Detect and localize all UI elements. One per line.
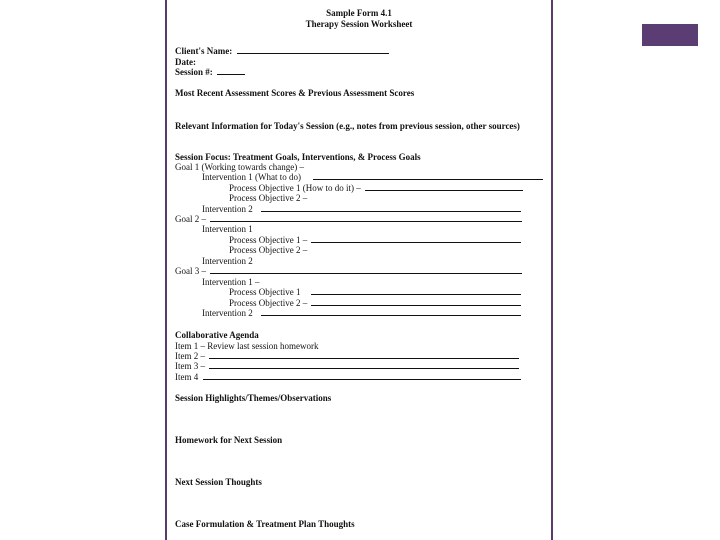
section-session-focus: Session Focus: Treatment Goals, Interventions, & Process Goals <box>175 152 421 162</box>
session-number-field[interactable] <box>217 67 245 75</box>
goal-2-process-1: Process Objective 1 – <box>229 235 308 245</box>
goal-2-intervention-2: Intervention 2 <box>202 256 253 266</box>
agenda-item-3-field[interactable] <box>209 361 519 369</box>
section-next-thoughts: Next Session Thoughts <box>175 477 262 487</box>
goal-1-process-1-field[interactable] <box>365 183 523 191</box>
goal-1-intervention-2: Intervention 2 <box>202 204 253 214</box>
goal-1-process-2: Process Objective 2 – <box>229 193 308 203</box>
goal-2: Goal 2 – <box>175 214 206 224</box>
goal-3-process-2-field[interactable] <box>311 298 521 306</box>
client-name-label: Client's Name: <box>175 46 233 56</box>
section-assessment: Most Recent Assessment Scores & Previous Assessment Scores <box>175 88 415 98</box>
agenda-item-1: Item 1 – Review last session homework <box>175 341 319 351</box>
goal-3-process-1-row <box>229 287 545 297</box>
section-highlights: Session Highlights/Themes/Observations <box>175 393 332 403</box>
goal-2-row <box>175 214 545 224</box>
date-row <box>175 57 545 67</box>
session-number-label: Session #: <box>175 67 213 77</box>
goal-3-process-1: Process Objective 1 <box>229 287 301 297</box>
goal-2-process-1-field[interactable] <box>311 235 521 243</box>
form-title: Therapy Session Worksheet <box>305 19 413 29</box>
client-name-row <box>175 46 545 56</box>
goal-3-process-1-field[interactable] <box>311 287 521 295</box>
date-label: Date: <box>175 57 196 67</box>
agenda-item-3: Item 3 – <box>175 361 205 371</box>
goal-3-process-2: Process Objective 2 – <box>229 298 308 308</box>
agenda-item-3-row <box>175 361 545 371</box>
section-relevant-info: Relevant Information for Today's Session (e.g., notes from previous session, other sources) <box>175 121 520 131</box>
goal-1-process-1: Process Objective 1 (How to do it) – <box>229 183 361 193</box>
section-case-formulation: Case Formulation & Treatment Plan Thoughts <box>175 519 355 529</box>
goal-1: Goal 1 (Working towards change) – <box>175 162 304 172</box>
form-number: Sample Form 4.1 <box>326 8 392 18</box>
goal-1-intervention-1-row <box>202 172 545 182</box>
goal-1-intervention-2-field[interactable] <box>261 204 521 212</box>
session-number-row <box>175 67 545 77</box>
goal-3: Goal 3 – <box>175 266 206 276</box>
agenda-item-2-row <box>175 351 545 361</box>
goal-1-intervention-2-row <box>202 204 545 214</box>
goal-3-field[interactable] <box>210 266 522 274</box>
agenda-item-4: Item 4 <box>175 372 199 382</box>
goal-3-intervention-2: Intervention 2 <box>202 308 253 318</box>
worksheet-page <box>165 0 553 540</box>
goal-1-intervention-1: Intervention 1 (What to do) <box>202 172 301 182</box>
goal-3-intervention-1: Intervention 1 – <box>202 277 260 287</box>
corner-accent-box <box>642 24 698 46</box>
goal-1-intervention-1-field[interactable] <box>313 172 543 180</box>
goal-3-intervention-2-row <box>202 308 545 318</box>
agenda-item-2-field[interactable] <box>209 351 519 359</box>
goal-2-field[interactable] <box>210 214 522 222</box>
goal-2-intervention-1: Intervention 1 <box>202 224 253 234</box>
agenda-item-4-row <box>175 372 545 382</box>
agenda-item-4-field[interactable] <box>203 372 521 380</box>
goal-3-process-2-row <box>229 298 545 308</box>
agenda-item-2: Item 2 – <box>175 351 205 361</box>
goal-3-intervention-2-field[interactable] <box>261 308 521 316</box>
section-collaborative-agenda: Collaborative Agenda <box>175 330 259 340</box>
goal-1-process-1-row <box>229 183 545 193</box>
goal-3-row <box>175 266 545 276</box>
goal-2-process-2: Process Objective 2 – <box>229 245 308 255</box>
section-homework: Homework for Next Session <box>175 435 283 445</box>
client-name-field[interactable] <box>237 46 389 54</box>
goal-2-process-1-row <box>229 235 545 245</box>
